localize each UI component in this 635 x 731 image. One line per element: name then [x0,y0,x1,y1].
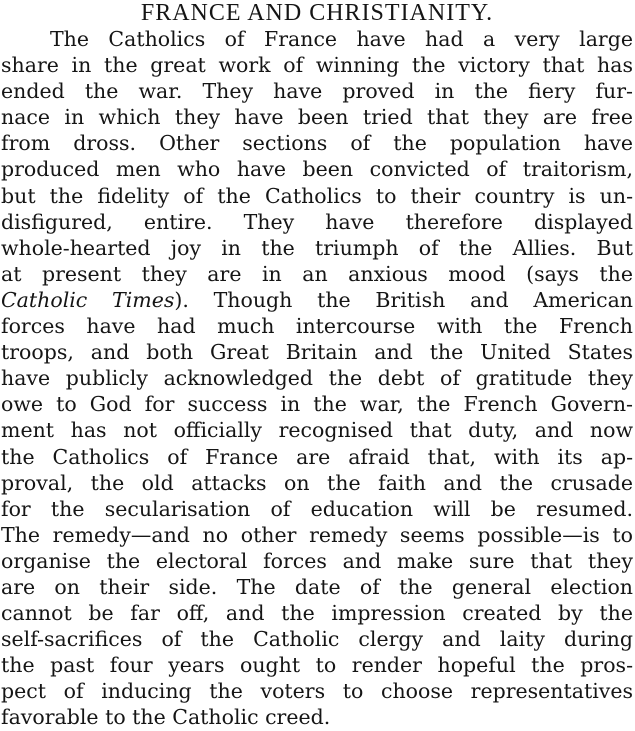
article-line: nace in which they have been tried that they are free [1,105,633,130]
article-line: pect of inducing the voters to choose representatives [1,679,633,704]
article-line: the Catholics of France are afraid that, with its ap- [1,444,633,469]
article-line: proval, the old attacks on the faith and the crusade [1,470,633,495]
article-line: The Catholics of France have had a very large [50,27,633,51]
article-line: disfigured, entire. They have therefore displayed [1,209,633,234]
article-line: share in the great work of winning the victory that has [1,53,633,78]
article-line: cannot be far off, and the impression created by the [1,601,633,626]
article-line: have publicly acknowledged the debt of gratitude they [1,366,633,391]
article-line: for the secularisation of education will be resumed. [1,496,633,521]
article-line: owe to God for success in the war, the French Govern- [1,392,633,417]
article-line: whole-hearted joy in the triumph of the Allies. But [1,235,633,260]
article-line: self-sacrifices of the Catholic clergy and laity during [1,627,633,652]
article-line: ended the war. They have proved in the fiery fur- [1,79,633,104]
article-line: forces have had much intercourse with the French [1,314,633,339]
article-line: but the fidelity of the Catholics to their country is un- [1,183,633,208]
article-line: ment has not officially recognised that duty, and now [1,418,633,443]
article-line: produced men who have been convicted of traitorism, [1,157,633,182]
publication-title: Catholic Times [1,287,175,312]
article-line: the past four years ought to render hopeful the pros- [1,653,633,678]
article-line: are on their side. The date of the general election [1,574,633,599]
article-line: from dross. Other sections of the population have [1,131,633,156]
article-headline: FRANCE AND CHRISTIANITY. [140,0,494,26]
article-line: at present they are in an anxious mood (says the [1,261,633,286]
article-body [1,26,633,731]
article-line: organise the electoral forces and make sure that they [1,548,633,573]
article-line-with-publication-title: Catholic Times). Though the British and American [1,287,633,312]
article-line: troops, and both Great Britain and the United States [1,340,633,365]
article-line: The remedy—and no other remedy seems possible—is to [1,522,633,547]
article-line-final: favorable to the Catholic creed. [1,705,331,730]
